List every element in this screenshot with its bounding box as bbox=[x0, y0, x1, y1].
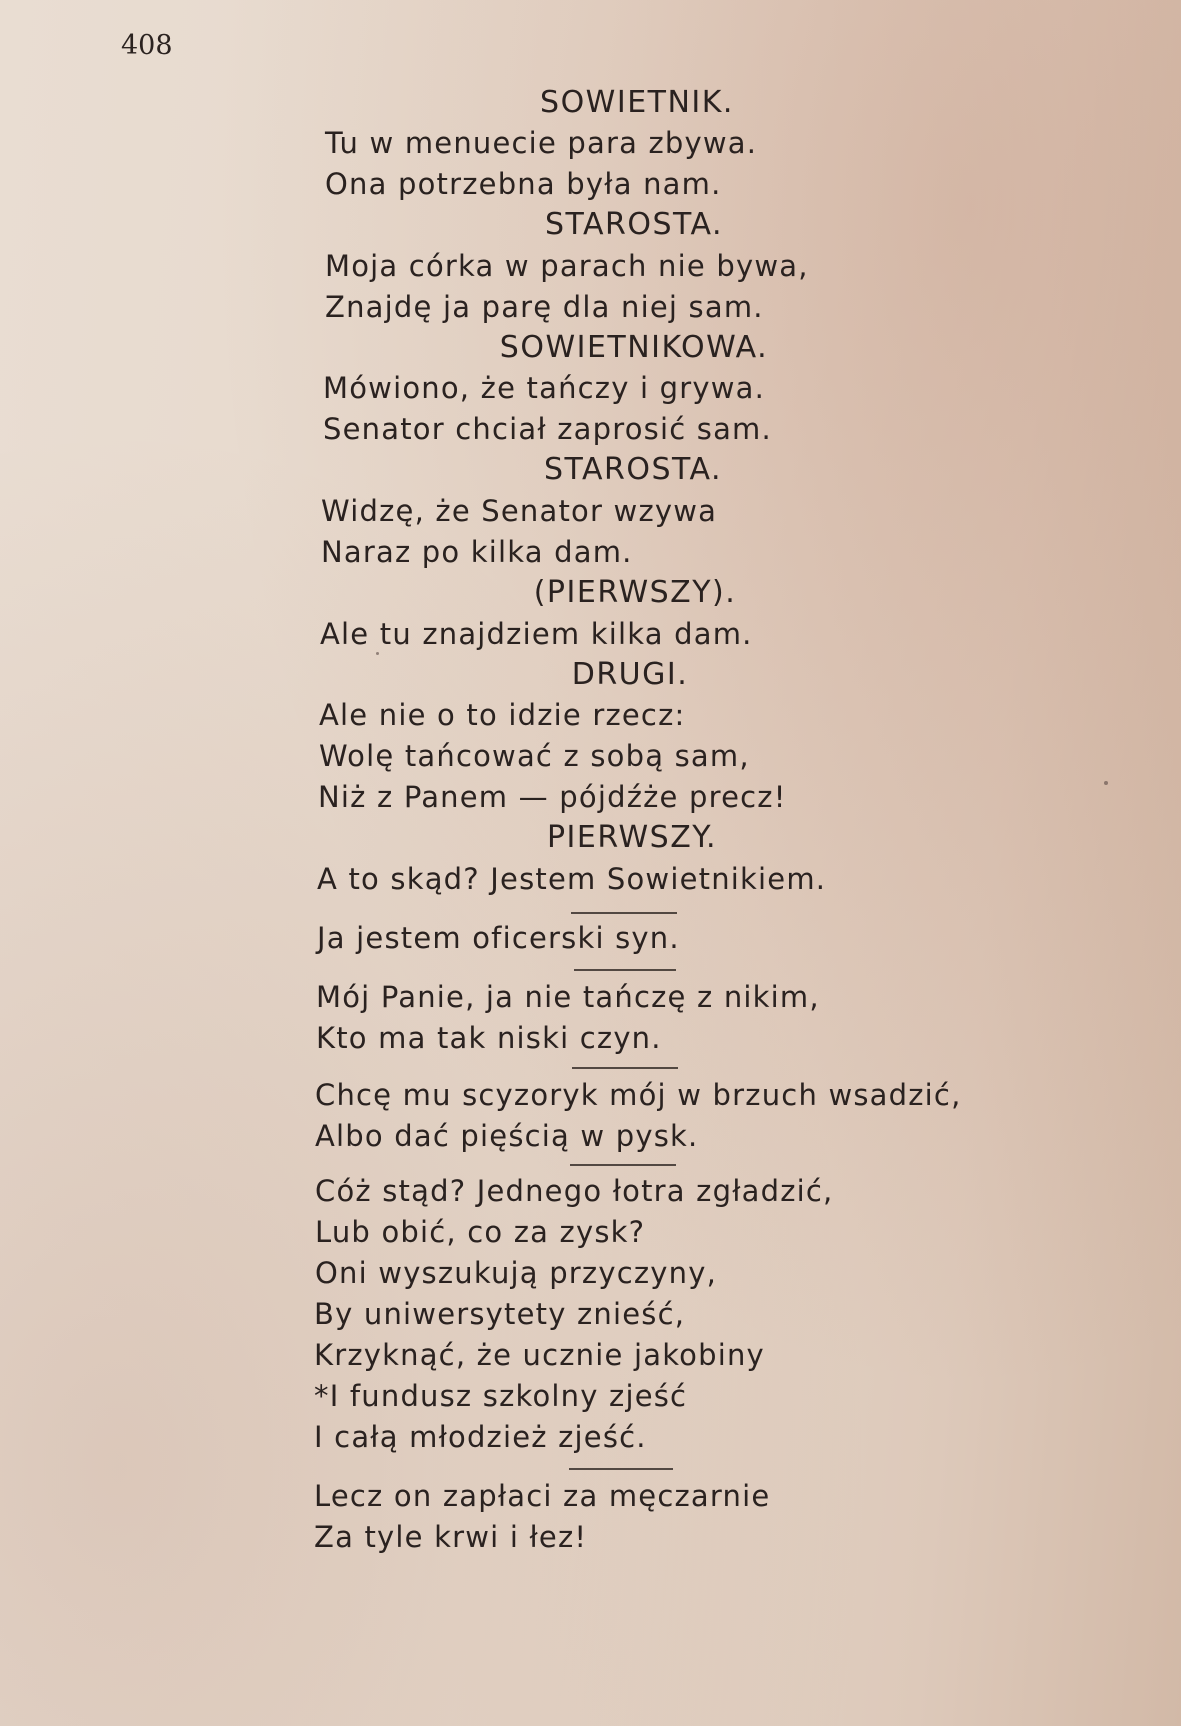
section-divider bbox=[574, 969, 676, 971]
paper-speck bbox=[1104, 781, 1108, 785]
speaker-heading: DRUGI. bbox=[571, 657, 689, 692]
speaker-heading: STAROSTA. bbox=[543, 452, 723, 487]
speaker-heading: PIERWSZY. bbox=[546, 820, 718, 855]
verse-line: Wolę tańcować z sobą sam, bbox=[319, 739, 750, 773]
verse-line: Moja córka w parach nie bywa, bbox=[325, 249, 809, 283]
verse-line: Mówiono, że tańczy i grywa. bbox=[323, 371, 766, 405]
verse-line: Znajdę ja parę dla niej sam. bbox=[325, 290, 764, 324]
speaker-heading: (PIERWSZY). bbox=[533, 575, 737, 610]
verse-line: Ja jestem oficerski syn. bbox=[317, 921, 680, 955]
verse-line: *I fundusz szkolny zjeść bbox=[314, 1379, 688, 1413]
verse-line: Ale tu znajdziem kilka dam. bbox=[320, 617, 753, 651]
page-number: 408 bbox=[121, 30, 173, 61]
verse-line: Albo dać pięścią w pysk. bbox=[315, 1119, 699, 1153]
verse-line: I całą młodzież zjeść. bbox=[314, 1420, 647, 1454]
speaker-heading: SOWIETNIK. bbox=[540, 85, 734, 120]
verse-line: Chcę mu scyzoryk mój w brzuch wsadzić, bbox=[315, 1078, 962, 1112]
verse-line: Kto ma tak niski czyn. bbox=[316, 1021, 662, 1055]
section-divider bbox=[570, 1164, 676, 1166]
verse-line: By uniwersytety znieść, bbox=[314, 1297, 686, 1331]
verse-line: A to skąd? Jestem Sowietnikiem. bbox=[317, 862, 827, 896]
speaker-heading: STAROSTA. bbox=[544, 207, 724, 242]
verse-line: Lecz on zapłaci za męczarnie bbox=[314, 1479, 771, 1513]
verse-line: Krzyknąć, że ucznie jakobiny bbox=[314, 1338, 765, 1372]
verse-line: Niż z Panem — pójdźże precz! bbox=[318, 780, 787, 814]
section-divider bbox=[571, 912, 677, 914]
verse-line: Lub obić, co za zysk? bbox=[315, 1215, 646, 1249]
verse-line: Ona potrzebna była nam. bbox=[325, 167, 722, 201]
verse-line: Za tyle krwi i łez! bbox=[314, 1520, 588, 1554]
verse-line: Mój Panie, ja nie tańczę z nikim, bbox=[316, 980, 820, 1014]
verse-line: Widzę, że Senator wzywa bbox=[321, 494, 718, 528]
paper-speck bbox=[376, 652, 379, 655]
verse-line: Ale nie o to idzie rzecz: bbox=[319, 698, 686, 732]
verse-line: Naraz po kilka dam. bbox=[321, 535, 633, 569]
verse-line: Senator chciał zaprosić sam. bbox=[323, 412, 772, 446]
section-divider bbox=[569, 1468, 673, 1470]
verse-line: Cóż stąd? Jednego łotra zgładzić, bbox=[315, 1174, 834, 1208]
speaker-heading: SOWIETNIKOWA. bbox=[499, 330, 769, 365]
verse-line: Oni wyszukują przyczyny, bbox=[315, 1256, 718, 1290]
section-divider bbox=[572, 1067, 678, 1069]
verse-line: Tu w menuecie para zbywa. bbox=[325, 126, 758, 160]
